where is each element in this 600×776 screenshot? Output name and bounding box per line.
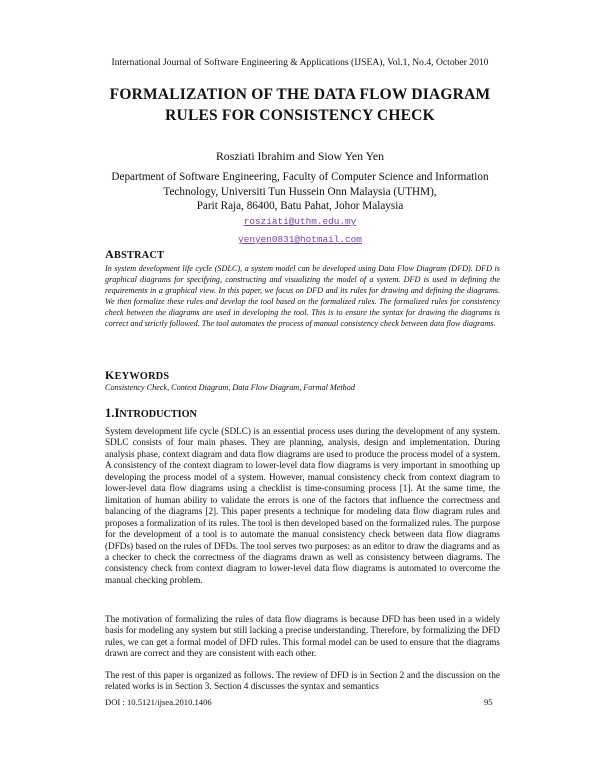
affiliation-line-2: Technology, Universiti Tun Hussein Onn Malaysia (UTHM), [163,185,437,198]
intro-paragraph-2: The motivation of formalizing the rules of data flow diagrams is because DFD has been used in a widely basis for modeling any system but still lacking a precise understanding. Therefore, by formalizing the DFD rules, we can get a formal model of DFD rules. This formal model can be used to ensure that the diagrams drawn are correct and they are consistent with each other. [105,614,500,659]
footer-page-number: 95 [484,697,493,707]
keywords-text: Consistency Check, Context Diagram, Data Flow Diagram, Formal Method [105,383,355,392]
affiliation-line-1: Department of Software Engineering, Faculty of Computer Science and Information [111,171,489,183]
footer-doi: DOI : 10.5121/ijsea.2010.1406 [105,697,212,707]
running-header: International Journal of Software Engineering & Applications (IJSEA), Vol.1, No.4, October 2010 [111,57,489,68]
paper-title [60,84,540,126]
affiliation [70,170,530,214]
email-link-1[interactable]: rosziati@uthm.edu.my [243,216,357,227]
abstract-text: In system development life cycle (SDLC), a system model can be developed using Data Flow Diagram (DFD). DFD is graphical diagrams for specifying, constructing and visualizing the model of a system. DFD is used in defining the requirements in a graphical view. In this paper, we focus on DFD and its rules for drawing and defining the diagrams. We then formalize these rules and develop the tool based on the formalized rules. The formalized rules for consistency check between the diagrams are used in developing the tool. This is to ensure the syntax for drawing the diagrams is correct and strictly followed. The tool automates the process of manual consistency check between data flow diagrams. [105,264,500,329]
author-emails [0,211,600,247]
section-heading-introduction: 1.INTRODUCTION [105,406,197,420]
intro-paragraph-1: System development life cycle (SDLC) is an essential process uses during the development of any system. SDLC consists of four main phases. They are planning, analysis, design and implementation. During analysis phase, context diagram and data flow diagrams are used to produce the process model of a system. A consistency of the context diagram to lower-level data flow diagrams is very important in smoothing up developing the process model of a system. However, manual consistency check from context diagram to lower-level data flow diagrams using a checklist is time-consuming process [1]. At the same time, the limitation of human ability to validate the errors is one of the factors that influence the correctness and balancing of the diagrams [2]. This paper presents a technique for modeling data flow diagram rules and proposes a formalization of its rules. The tool is then developed based on the formalized rules. The purpose for the development of a tool is to automate the manual consistency check between data flow diagrams (DFDs) based on the rules of DFDs. The tool serves two purposes: as an editor to draw the diagrams and as a checker to check the correctness of the diagrams drawn as well as consistency between diagrams. The consistency check from context diagram to lower-level data flow diagrams is automated to overcome the manual checking problem. [105,426,500,585]
paper-title-line-2: RULES FOR CONSISTENCY CHECK [165,107,435,124]
affiliation-line-3: Parit Raja, 86400, Batu Pahat, Johor Malaysia [196,200,404,213]
paper-title-line-1: FORMALIZATION OF THE DATA FLOW DIAGRAM [109,86,491,103]
intro-paragraph-3: The rest of this paper is organized as follows. The review of DFD is in Section 2 and the discussion on the related works is in Section 3. Section 4 discusses the syntax and semantics [105,670,500,692]
keywords-heading: KEYWORDS [105,368,170,382]
authors: Rosziati Ibrahim and Siow Yen Yen [215,149,385,163]
abstract-heading: ABSTRACT [105,247,165,261]
email-link-2[interactable]: yenyen0831@hotmail.com [238,234,362,245]
